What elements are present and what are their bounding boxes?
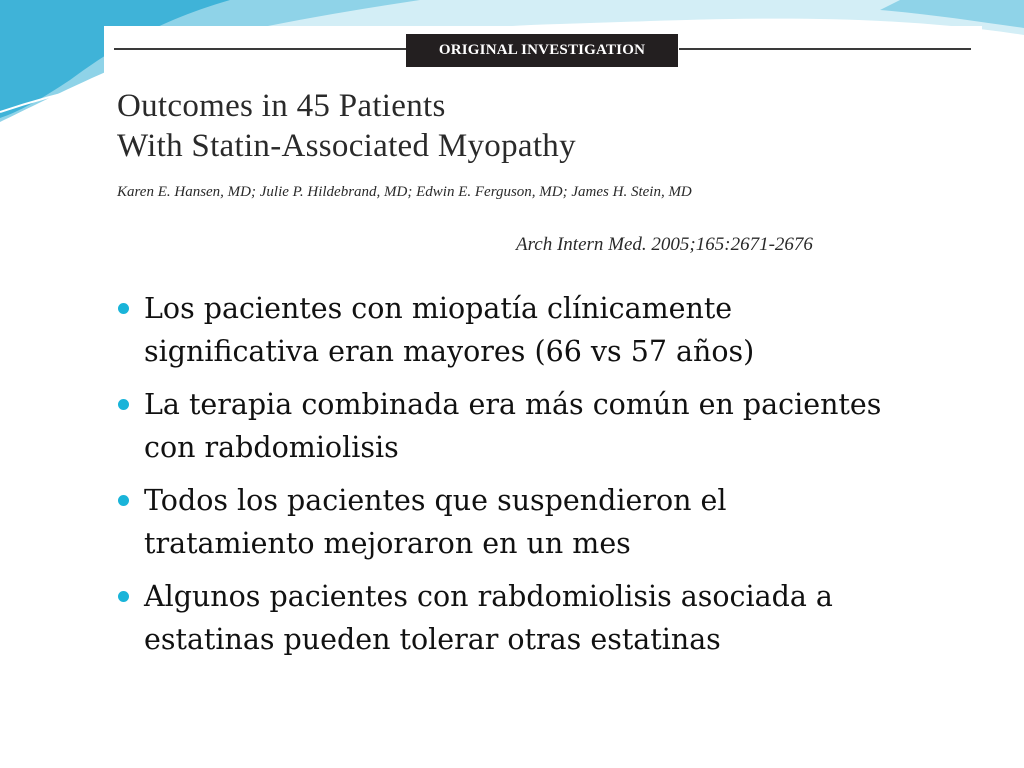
article-title	[117, 86, 897, 166]
bullet-text-line-2: significativa eran mayores (66 vs 57 años)	[144, 335, 755, 368]
bullet-dot-icon	[118, 399, 129, 410]
bullet-item	[112, 479, 972, 565]
bullet-text-line-2: tratamiento mejoraron en un mes	[144, 527, 631, 560]
bullet-text-line-1: Todos los pacientes que suspendieron el	[144, 484, 727, 517]
article-title-line-2: With Statin-Associated Myopathy	[117, 128, 576, 164]
bullet-dot-icon	[118, 303, 129, 314]
bullet-dot-icon	[118, 495, 129, 506]
bullet-text-line-1: Los pacientes con miopatía clínicamente	[144, 292, 733, 325]
bullet-text-line-2: con rabdomiolisis	[144, 431, 399, 464]
bullet-text-line-1: La terapia combinada era más común en pacientes	[144, 388, 882, 421]
bullet-list	[112, 287, 972, 671]
article-title-line-1: Outcomes in 45 Patients	[117, 88, 446, 124]
article-authors: Karen E. Hansen, MD; Julie P. Hildebrand, MD; Edwin E. Ferguson, MD; James H. Stein, MD	[117, 184, 692, 200]
bullet-item	[112, 287, 972, 373]
bullet-dot-icon	[118, 591, 129, 602]
bullet-item	[112, 575, 972, 661]
header-rule-right	[679, 48, 971, 50]
article-citation: Arch Intern Med. 2005;165:2671-2676	[516, 234, 813, 255]
bullet-text-line-2: estatinas pueden tolerar otras estatinas	[144, 623, 721, 656]
article-header-image	[104, 26, 982, 264]
bullet-item	[112, 383, 972, 469]
header-rule-left	[114, 48, 410, 50]
section-label: ORIGINAL INVESTIGATION	[406, 34, 678, 67]
bullet-text-line-1: Algunos pacientes con rabdomiolisis asociada a	[144, 580, 833, 613]
